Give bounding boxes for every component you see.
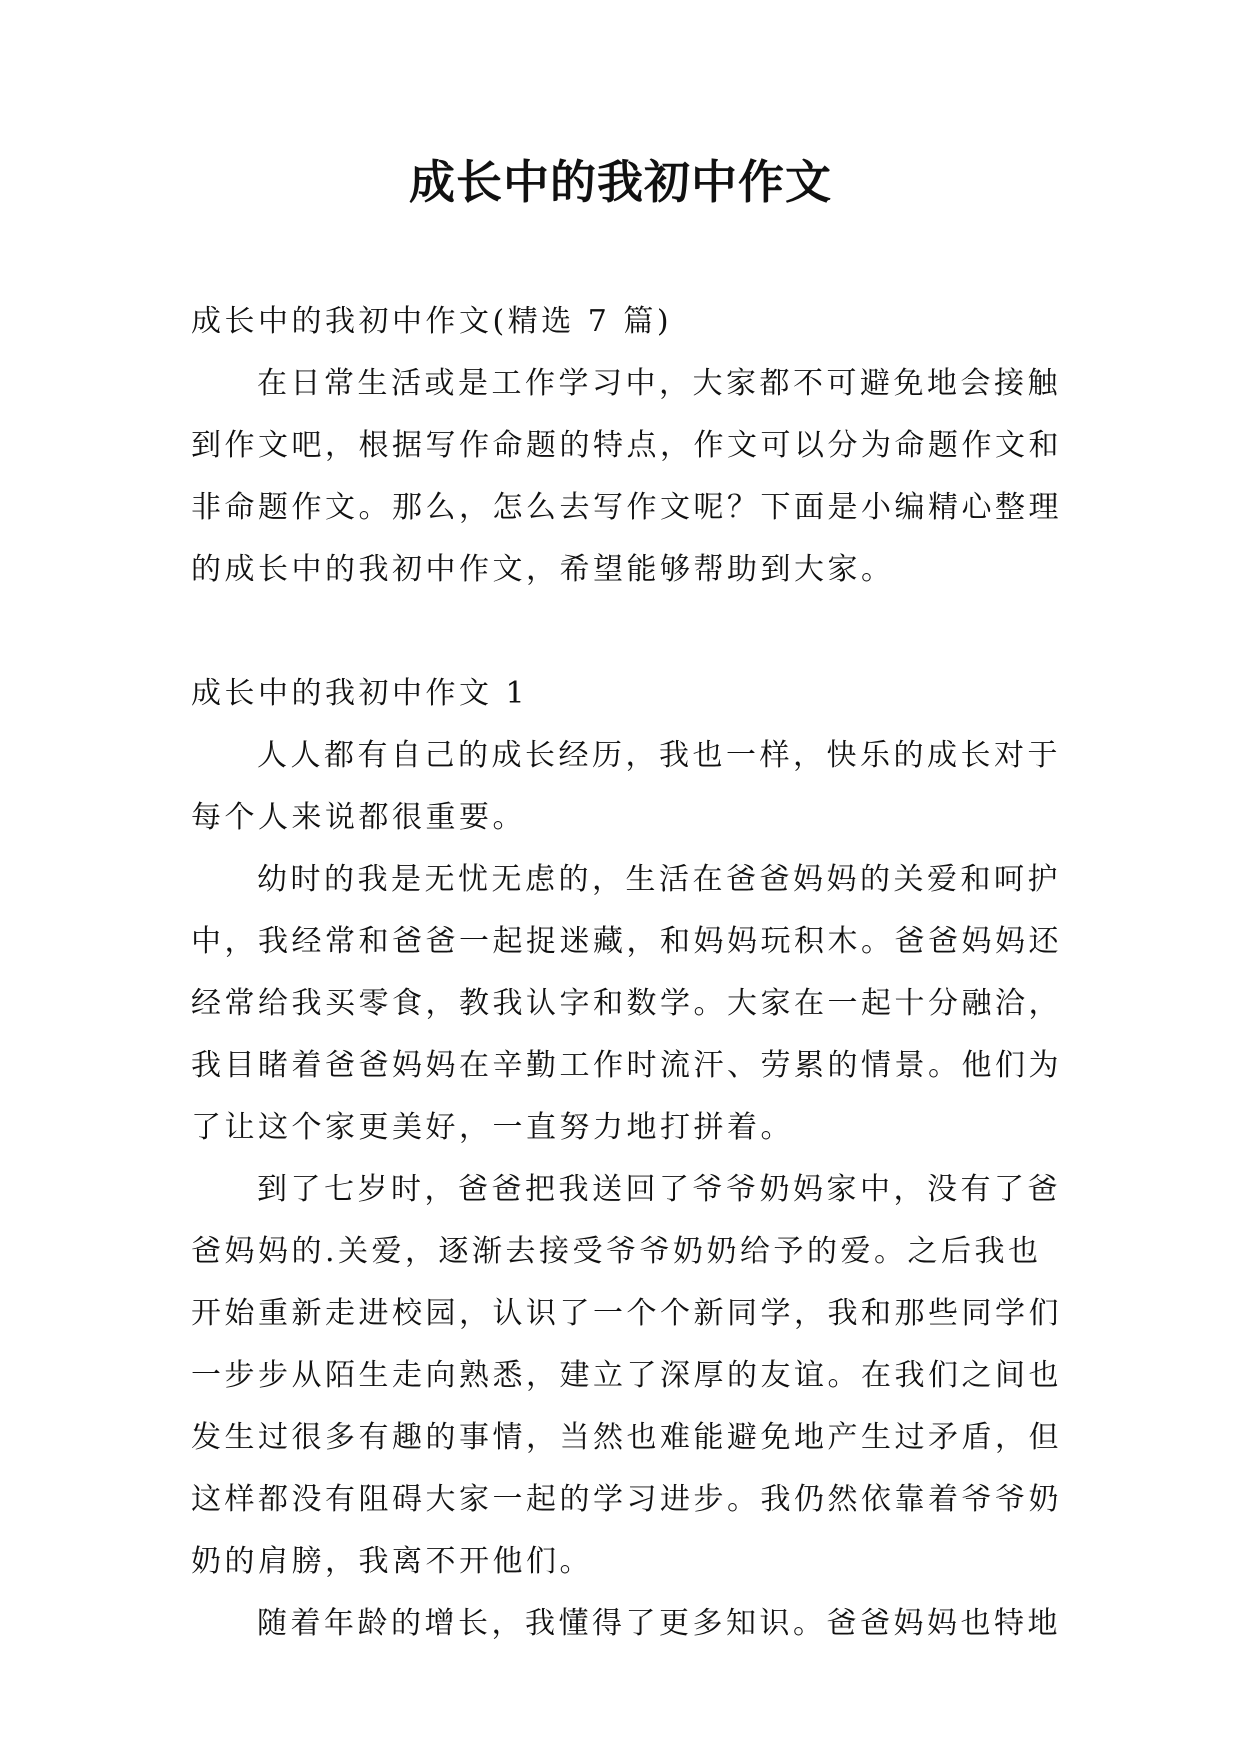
text-line: 我目睹着爸爸妈妈在辛勤工作时流汗、劳累的情景。他们为 xyxy=(191,1048,1062,1083)
text-line: 发生过很多有趣的事情，当然也难能避免地产生过矛盾，但 xyxy=(191,1420,1062,1455)
intro-paragraph xyxy=(191,353,1062,601)
document-body xyxy=(191,291,1062,1655)
text-line: 开始重新走进校园，认识了一个个新同学，我和那些同学们 xyxy=(191,1296,1062,1331)
paragraph-gap xyxy=(191,601,1051,663)
text-line: 爸妈妈的.关爱，逐渐去接受爷爷奶奶给予的爱。之后我也 xyxy=(191,1234,1042,1269)
paragraph-4 xyxy=(191,1593,1061,1655)
text-line: 一步步从陌生走向熟悉，建立了深厚的友谊。在我们之间也 xyxy=(191,1358,1062,1393)
text-line: 人人都有自己的成长经历，我也一样，快乐的成长对于 xyxy=(257,738,1061,773)
text-line: 随着年龄的增长，我懂得了更多知识。爸爸妈妈也特地 xyxy=(257,1606,1061,1641)
text-line: 到作文吧，根据写作命题的特点，作文可以分为命题作文和 xyxy=(191,428,1062,463)
document-title: 成长中的我初中作文 xyxy=(409,155,832,209)
text-line: 幼时的我是无忧无虑的，生活在爸爸妈妈的关爱和呵护 xyxy=(257,862,1061,897)
text-line: 了让这个家更美好，一直努力地打拼着。 xyxy=(191,1110,794,1145)
text-line: 在日常生活或是工作学习中，大家都不可避免地会接触 xyxy=(257,366,1061,401)
text-line: 经常给我买零食，教我认字和数学。大家在一起十分融洽， xyxy=(191,986,1062,1021)
paragraph-3 xyxy=(191,1159,1062,1593)
text-line: 中，我经常和爸爸一起捉迷藏，和妈妈玩积木。爸爸妈妈还 xyxy=(191,924,1062,959)
text-line: 这样都没有阻碍大家一起的学习进步。我仍然依靠着爷爷奶 xyxy=(191,1482,1062,1517)
text-line: 每个人来说都很重要。 xyxy=(191,800,526,835)
text-line: 非命题作文。那么，怎么去写作文呢？下面是小编精心整理 xyxy=(191,490,1062,525)
document-subtitle: 成长中的我初中作文(精选 7 篇) xyxy=(191,304,673,339)
text-line: 奶的肩膀，我离不开他们。 xyxy=(191,1544,593,1579)
paragraph-1 xyxy=(191,725,1061,849)
text-line: 的成长中的我初中作文，希望能够帮助到大家。 xyxy=(191,552,895,587)
section-heading: 成长中的我初中作文 1 xyxy=(191,676,529,711)
text-line: 到了七岁时，爸爸把我送回了爷爷奶妈家中，没有了爸 xyxy=(257,1172,1061,1207)
paragraph-2 xyxy=(191,849,1062,1159)
